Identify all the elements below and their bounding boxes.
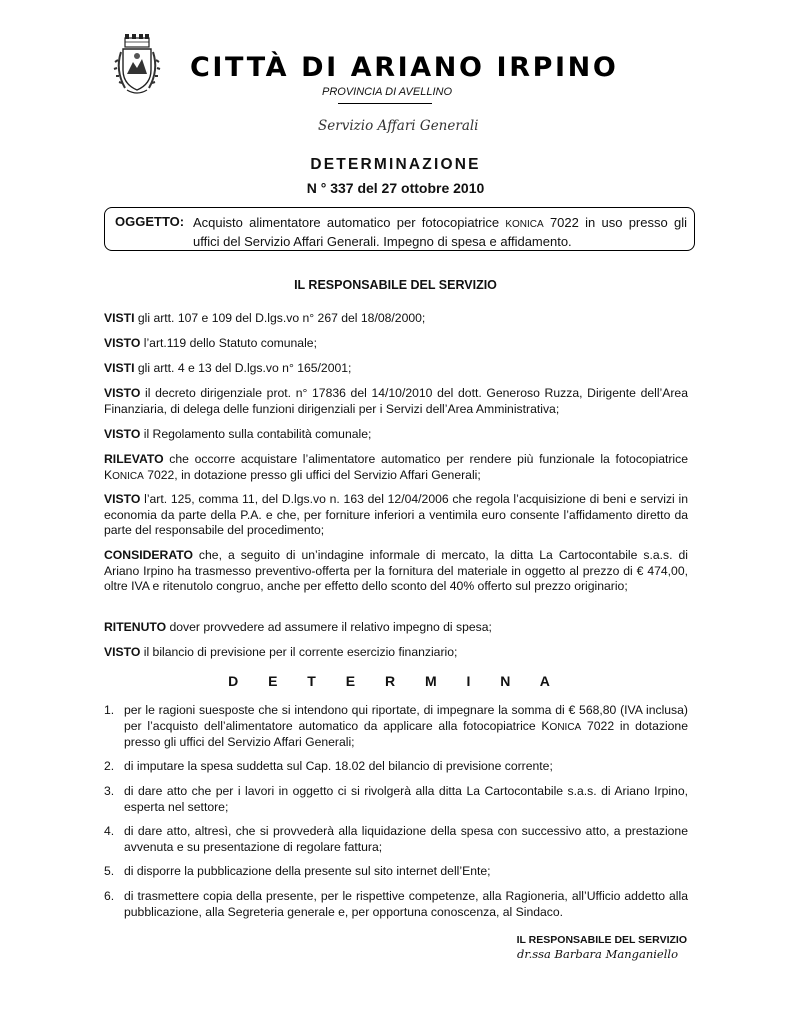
subject-label: OGGETTO: xyxy=(115,214,185,229)
premise-paragraph: VISTO l’art.119 dello Statuto comunale; xyxy=(104,336,317,350)
municipal-crest-icon xyxy=(113,32,161,98)
item-text: di dare atto che per i lavori in oggetto ci si rivolgerà alla ditta La Cartocontabile s.a.s. di Ariano Irpino, esperta nel settore; xyxy=(124,784,688,814)
premise-paragraph: VISTI gli artt. 107 e 109 del D.lgs.vo n° 267 del 18/08/2000; xyxy=(104,311,426,325)
signature-name: dr.ssa Barbara Manganiello xyxy=(516,947,678,961)
determina-heading: D E T E R M I N A xyxy=(228,673,563,689)
subject-text: Acquisto alimentatore automatico per fotocopiatrice KONICA 7022 in uso presso gli uffici del Servizio Affari Generali. Impegno di spesa e affidamento. xyxy=(193,215,687,249)
brand-name: KONICA xyxy=(505,219,544,230)
premise-paragraph: VISTO il decreto dirigenziale prot. n° 17836 del 14/10/2010 del dott. Generoso Ruzza, Dirigente dell’Area Finanziaria, di delega delle funzioni dirigenziali per i Servizi dell’Area Amministrativa; xyxy=(104,386,688,416)
item-text: di dare atto, altresì, che si provvederà alla liquidazione della spesa con successivo atto, a prestazione avvenuta e su presentazione di regolare fattura; xyxy=(124,824,688,854)
premise-paragraph: VISTO il bilancio di previsione per il corrente esercizio finanziario; xyxy=(104,645,458,659)
item-number: 2. xyxy=(104,759,115,773)
item-text: per le ragioni suesposte che si intendono qui riportate, di impegnare la somma di € 568,80 (IVA inclusa) per l’acquisto dell’alimentatore automatico da applicare alla fotocopiatrice KONICA 7022 in dotazione presso gli uffici del Servizio Affari Generali; xyxy=(124,703,688,749)
item-number: 6. xyxy=(104,889,115,903)
premise-paragraph: VISTO il Regolamento sulla contabilità comunale; xyxy=(104,427,372,441)
item-number: 5. xyxy=(104,864,115,878)
premise-paragraph: VISTI gli artt. 4 e 13 del D.lgs.vo n° 165/2001; xyxy=(104,361,352,375)
item-text: di disporre la pubblicazione della presente sul sito internet dell’Ente; xyxy=(124,864,491,878)
item-number: 3. xyxy=(104,784,115,798)
item-text: di trasmettere copia della presente, per le rispettive competenze, alla Ragioneria, all’Ufficio addetto alla pubblicazione, alla Segreteria generale e, per opportuna conoscenza, al Sindaco. xyxy=(124,889,688,919)
city-name-title: CITTÀ DI ARIANO IRPINO xyxy=(190,52,619,83)
document-type-heading: DETERMINAZIONE xyxy=(310,156,481,173)
header-divider xyxy=(338,103,432,104)
premise-paragraph: RITENUTO dover provvedere ad assumere il relativo impegno di spesa; xyxy=(104,620,492,634)
document-number: N ° 337 del 27 ottobre 2010 xyxy=(306,180,485,196)
premise-paragraph: VISTO l’art. 125, comma 11, del D.lgs.vo n. 163 del 12/04/2006 che regola l’acquisizione di beni e servizi in economia da parte della P.A. e che, per forniture inferiori a ventimila euro consente l’affidamento diretto da parte del responsabile del procedimento; xyxy=(104,492,688,537)
premise-paragraph: CONSIDERATO che, a seguito di un’indagine informale di mercato, la ditta La Cartocontabile s.a.s. di Ariano Irpino ha trasmesso preventivo-offerta per la fornitura del materiale in oggetto al prezzo di € 474,00, oltre IVA e ritenutolo congruo, anche per effetto dello sconto del 40% offerto sul prezzo originario; xyxy=(104,548,688,593)
province-subtitle: PROVINCIA DI AVELLINO xyxy=(322,86,453,98)
signature-title: IL RESPONSABILE DEL SERVIZIO xyxy=(516,934,687,946)
item-number: 1. xyxy=(104,703,115,717)
officer-heading: IL RESPONSABILE DEL SERVIZIO xyxy=(294,278,497,292)
item-number: 4. xyxy=(104,824,115,838)
subject-box xyxy=(104,207,695,251)
service-name: Servizio Affari Generali xyxy=(318,118,479,134)
premise-paragraph: RILEVATO che occorre acquistare l’alimentatore automatico per rendere più funzionale la fotocopiatrice KONICA 7022, in dotazione presso gli uffici del Servizio Affari Generali; xyxy=(104,452,688,482)
item-text: di imputare la spesa suddetta sul Cap. 18.02 del bilancio di previsione corrente; xyxy=(124,759,553,773)
